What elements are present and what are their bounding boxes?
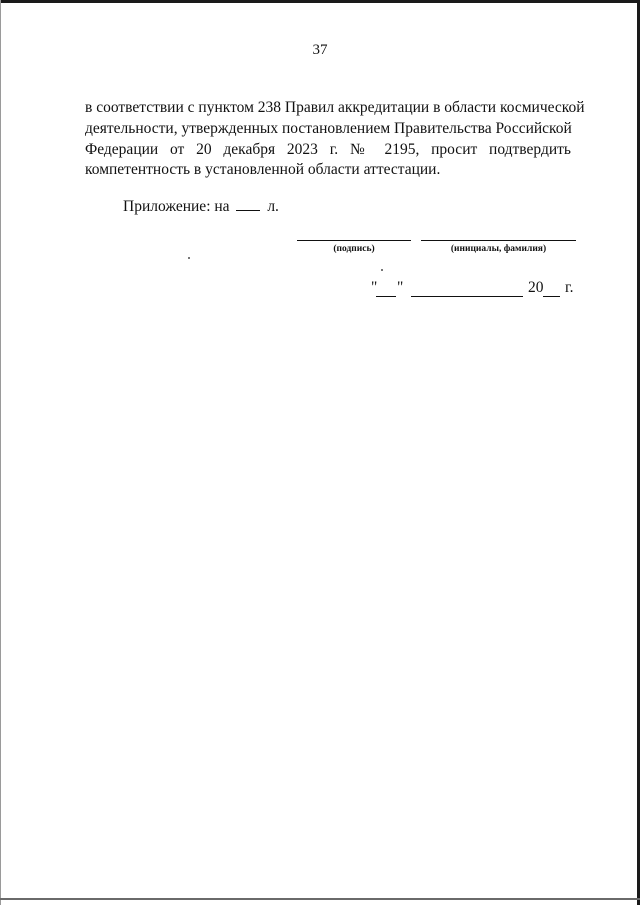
- scan-speck: [188, 257, 190, 259]
- date-month-blank: [411, 296, 523, 297]
- date-year-suffix: г.: [565, 279, 574, 296]
- date-day-blank: [376, 296, 396, 297]
- date-quote-close: ": [397, 279, 404, 296]
- date-year-prefix: 20: [528, 279, 544, 296]
- name-caption: (инициалы, фамилия): [450, 244, 547, 254]
- attachment-prefix: Приложение: на: [123, 198, 230, 215]
- body-line-2: деятельности, утвержденных постановлением Правительства Российской: [85, 120, 572, 137]
- signature-line: [297, 240, 411, 241]
- page-border-top: [0, 0, 640, 3]
- body-line-3: Федерации от 20 декабря 2023 г. № 2195, просит подтвердить: [85, 141, 571, 158]
- scan-speck: [381, 269, 383, 271]
- name-line: [421, 240, 576, 241]
- date-quote-open: ": [371, 279, 378, 296]
- signature-caption: (подпись): [333, 244, 375, 254]
- page-border-bottom: [0, 898, 640, 900]
- date-year-blank: [543, 296, 560, 297]
- page-number: 37: [312, 42, 328, 58]
- attachment-suffix: л.: [267, 198, 279, 215]
- page-border-left: [0, 0, 1, 905]
- attachment-line: [123, 197, 279, 217]
- body-line-1: в соответствии с пунктом 238 Правил аккредитации в области космической: [85, 99, 585, 116]
- body-line-4: компетентность в установленной области аттестации.: [85, 161, 441, 178]
- attachment-page-count-blank: [236, 198, 260, 211]
